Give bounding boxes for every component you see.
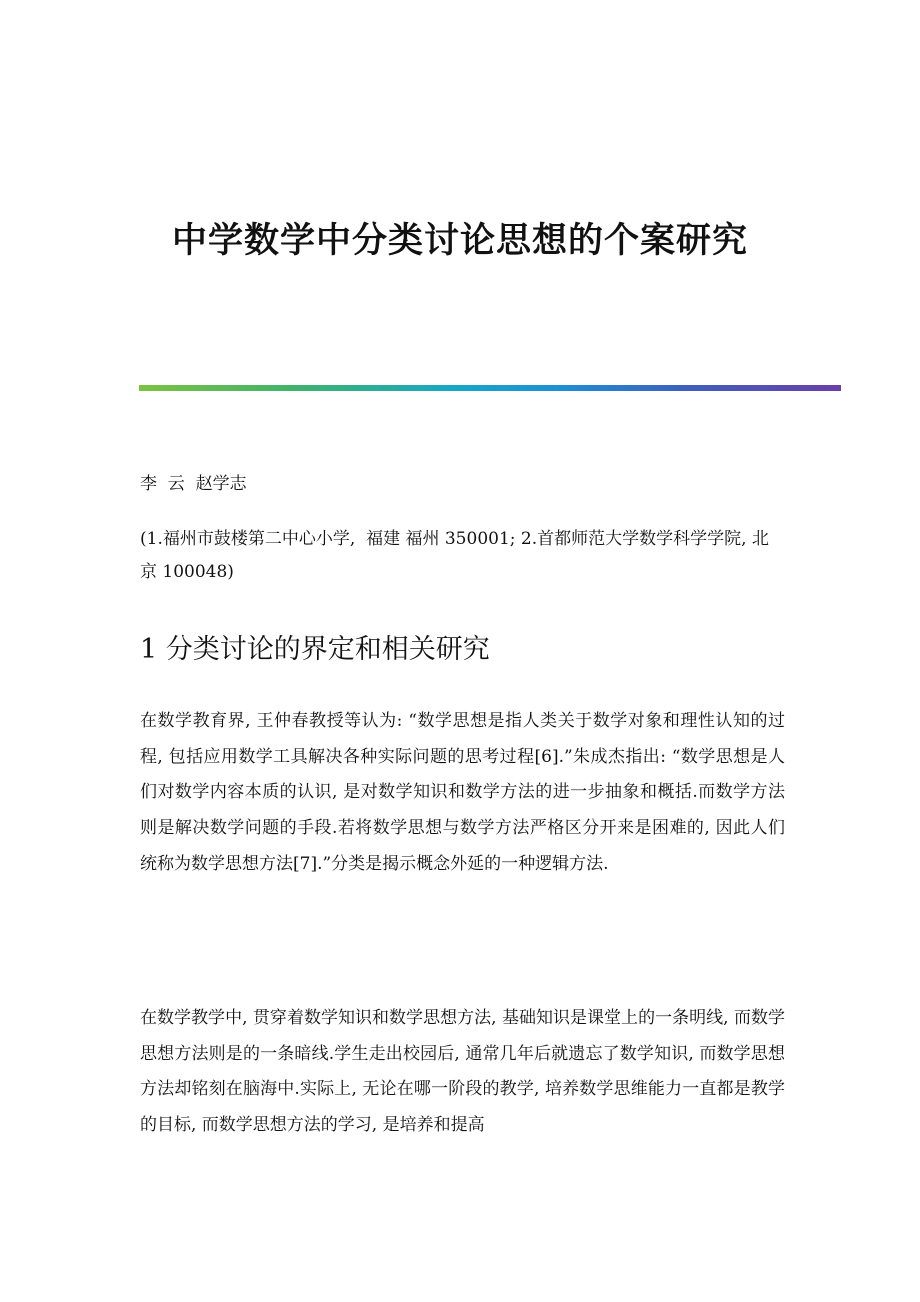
section-heading: 1 分类讨论的界定和相关研究 — [140, 634, 490, 665]
body-paragraph: 在数学教学中, 贯穿着数学知识和数学思想方法, 基础知识是课堂上的一条明线, 而数学思想方法则是的一条暗线.学生走出校园后, 通常几年后就遗忘了数学知识, 而数学思想方法却铭刻在脑海中.实际上, 无论在哪一阶段的教学, 培养数学思维能力一直都是教学的目标, 而数学思想方法的学习, 是培养和提高 — [140, 1008, 785, 1136]
body-paragraph: 在数学教育界, 王仲春教授等认为: “数学思想是指人类关于数学对象和理性认知的过程, 包括应用数学工具解决各种实际问题的思考过程[6].”朱成杰指出: “数学思想是人们对数学内容本质的认识, 是对数学知识和数学方法的进一步抽象和概括.而数学方法则是解决数学问题的手段.若将数学思想与数学方法严格区分开来是困难的, 因此人们统称为数学思想方法[7].”分类是揭示概念外延的一种逻辑方法. — [140, 711, 785, 874]
page-title: 中学数学中分类讨论思想的个案研究 — [171, 220, 748, 261]
authors: 李 云 赵学志 — [140, 474, 247, 494]
affiliation: (1.福州市鼓楼第二中心小学, 福建 福州 350001; 2.首都师范大学数学科学学院, 北京 100048) — [140, 529, 769, 582]
title-divider — [139, 385, 841, 391]
